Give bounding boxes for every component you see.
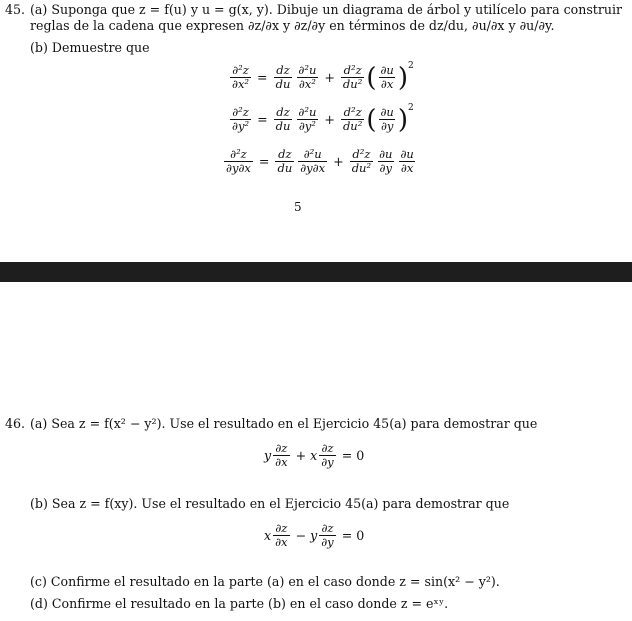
- equation-3: $\frac{\text{∂²z}}{\partial y\partial x}$ = $\frac{dz}{du}$ $\frac{\text{∂²u}}{\partial y\partial x}$ + $\frac{\text{d²z}}{\text{du²}}$ $\frac{\partial u}{\partial y}$ $\frac{\partial u}{\partial x}$: [226, 147, 414, 175]
- part-a-text-line1: (a) Suponga que z = f(u) y u = g(x, y). Dibuje un diagrama de árbol y utilícelo para construir: [30, 2, 623, 17]
- equation-b: x $\frac{\partial z}{\partial x}$ − y $\frac{\partial z}{\partial y}$ = 0: [264, 521, 365, 549]
- part-a-text: (a) Sea z = f(x² − y²). Use el resultado en el Ejercicio 45(a) para demostrar que: [30, 416, 538, 431]
- part-c-text: (c) Confirme el resultado en la parte (a) en el caso donde z = sin(x² − y²).: [30, 574, 500, 589]
- exercise-number: 45.: [5, 2, 26, 17]
- page-exercise-45: [0, 0, 632, 262]
- exercise-number: 46.: [5, 416, 26, 431]
- part-b-text: (b) Sea z = f(xy). Use el resultado en el Ejercicio 45(a) para demostrar que: [30, 496, 510, 511]
- part-a-text-line2: reglas de la cadena que expresen ∂z/∂x y ∂z/∂y en términos de dz/du, ∂u/∂x y ∂u/∂y.: [30, 18, 555, 33]
- part-b-label: (b) Demuestre que: [30, 40, 150, 55]
- equation-1: $\frac{\text{∂²z}}{\text{∂x²}}$ = $\frac{dz}{du}$ $\frac{\text{∂²u}}{\text{∂x²}}$ + $\frac{\text{d²z}}{\text{du²}}$ ( $\frac{\partial u}{\partial x}$ ) 2: [232, 60, 414, 93]
- page-separator-band: [0, 262, 632, 282]
- page-number: 5: [294, 200, 302, 214]
- equation-2: $\frac{\text{∂²z}}{\text{∂y²}}$ = $\frac{dz}{du}$ $\frac{\text{∂²u}}{\text{∂y²}}$ + $\frac{\text{d²z}}{\text{du²}}$ ( $\frac{\partial u}{\partial y}$ ) 2: [232, 102, 414, 135]
- page-exercise-46: [0, 282, 632, 621]
- part-d-text: (d) Confirme el resultado en la parte (b) en el caso donde z = eˣʸ.: [30, 596, 449, 611]
- equation-a: y $\frac{\partial z}{\partial x}$ + x $\frac{\partial z}{\partial y}$ = 0: [264, 441, 365, 469]
